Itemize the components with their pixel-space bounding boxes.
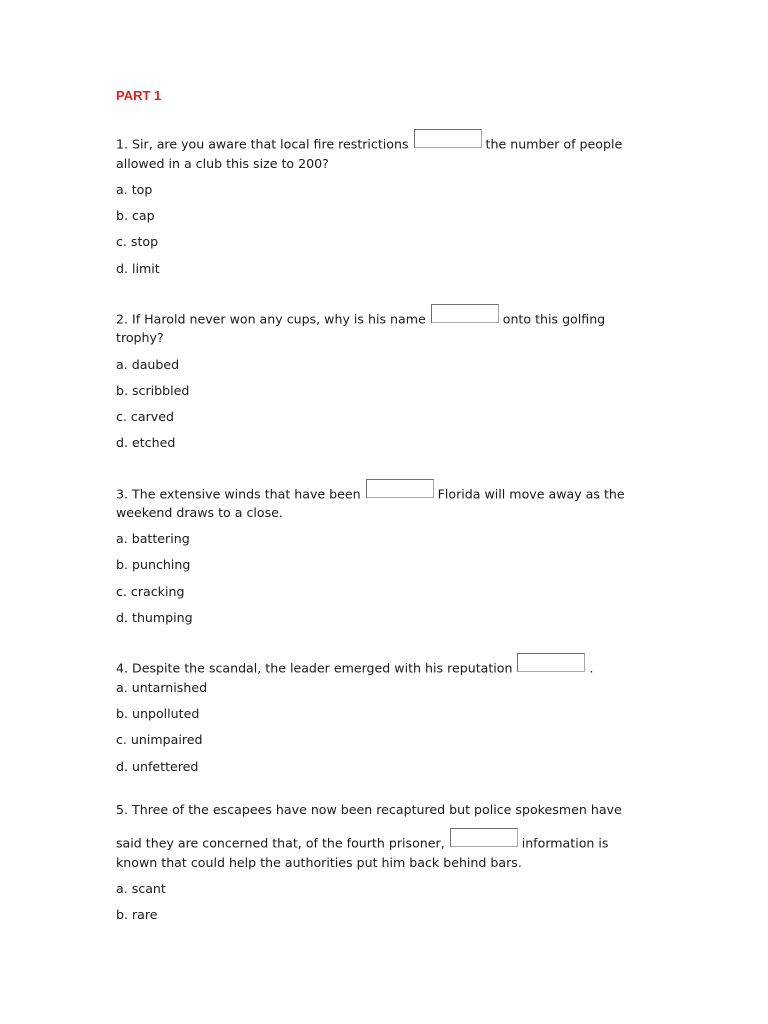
question-4-line-1 bbox=[116, 653, 594, 677]
question-5-text-after-blank: information is bbox=[521, 835, 609, 851]
question-3-option-c: c. cracking bbox=[116, 584, 185, 599]
question-3-text-after-blank: Florida will move away as the bbox=[437, 486, 625, 502]
question-4-text-after-blank: . bbox=[589, 660, 594, 676]
question-5-option-b: b. rare bbox=[116, 907, 158, 922]
question-2-line-2: trophy? bbox=[116, 330, 164, 345]
question-3-text-before-blank: 3. The extensive winds that have been bbox=[116, 486, 361, 502]
question-5-answer-blank[interactable] bbox=[450, 828, 518, 847]
question-2-option-a: a. daubed bbox=[116, 357, 180, 372]
question-1-answer-blank[interactable] bbox=[414, 129, 482, 148]
question-5-line-2 bbox=[116, 828, 608, 852]
question-4-answer-blank[interactable] bbox=[517, 653, 585, 672]
question-2-line-1 bbox=[116, 304, 605, 328]
question-5-line-1: 5. Three of the escapees have now been recaptured but police spokesmen have bbox=[116, 802, 622, 817]
question-1-line-2: allowed in a club this size to 200? bbox=[116, 156, 329, 171]
question-4-text-before-blank: 4. Despite the scandal, the leader emerged with his reputation bbox=[116, 660, 513, 676]
question-5-text-before-blank: said they are concerned that, of the fourth prisoner, bbox=[116, 835, 445, 851]
question-2-text-before-blank: 2. If Harold never won any cups, why is his name bbox=[116, 311, 426, 327]
question-3-option-a: a. battering bbox=[116, 531, 190, 546]
question-1-option-d: d. limit bbox=[116, 261, 160, 276]
question-1-text-after-blank: the number of people bbox=[485, 136, 623, 152]
question-1-option-c: c. stop bbox=[116, 234, 159, 249]
question-4-option-c: c. unimpaired bbox=[116, 732, 203, 747]
part-title: PART 1 bbox=[116, 88, 162, 103]
question-5-line-3: known that could help the authorities put him back behind bars. bbox=[116, 855, 522, 870]
question-2-option-d: d. etched bbox=[116, 435, 176, 450]
question-5-option-a: a. scant bbox=[116, 881, 166, 896]
question-2-text-after-blank: onto this golfing bbox=[502, 311, 606, 327]
question-3-option-d: d. thumping bbox=[116, 610, 193, 625]
question-1-text-before-blank: 1. Sir, are you aware that local fire restrictions bbox=[116, 136, 409, 152]
question-3-option-b: b. punching bbox=[116, 557, 191, 572]
question-4-option-b: b. unpolluted bbox=[116, 706, 200, 721]
question-1-line-1 bbox=[116, 129, 622, 153]
question-2-option-b: b. scribbled bbox=[116, 383, 190, 398]
question-4-option-a: a. untarnished bbox=[116, 680, 208, 695]
question-3-answer-blank[interactable] bbox=[366, 479, 434, 498]
question-3-line-1 bbox=[116, 479, 625, 503]
question-3-line-2: weekend draws to a close. bbox=[116, 505, 283, 520]
question-1-option-b: b. cap bbox=[116, 208, 155, 223]
question-2-option-c: c. carved bbox=[116, 409, 174, 424]
question-2-answer-blank[interactable] bbox=[431, 304, 499, 323]
question-4-option-d: d. unfettered bbox=[116, 759, 199, 774]
question-1-option-a: a. top bbox=[116, 182, 153, 197]
